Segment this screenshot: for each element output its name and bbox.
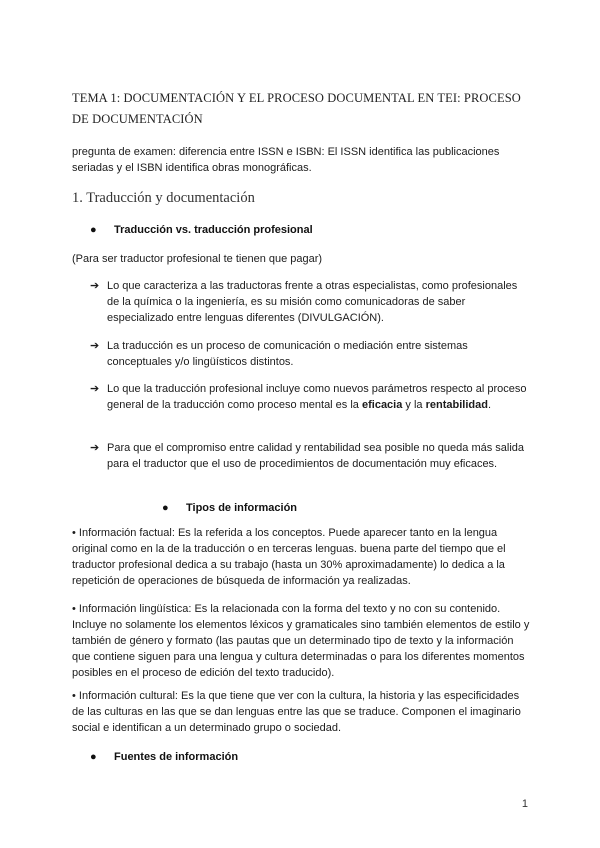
- paid-note-paragraph: (Para ser traductor profesional te tienen que pagar): [72, 253, 323, 265]
- arrow-item-text: La traducción es un proceso de comunicación o mediación entre sistemas conceptuales y/o lingüísticos distintos.: [107, 340, 468, 368]
- page-number: 1: [521, 798, 528, 810]
- arrow-item-text-part: .: [487, 399, 491, 411]
- bullet-heading-label: Fuentes de información: [114, 751, 239, 763]
- bullet-icon: ●: [90, 224, 97, 236]
- bullet-heading-label: Tipos de información: [186, 502, 298, 514]
- bullet-heading-tipos: [162, 500, 297, 516]
- arrow-right-icon: ➔: [90, 383, 100, 395]
- bullet-heading-traduccion: [90, 222, 313, 238]
- bullet-heading-fuentes: [90, 749, 238, 765]
- arrow-item-text: Para que el compromiso entre calidad y rentabilidad sea posible no queda más salida para el traductor que el uso de procedimientos de documentación muy eficaces.: [107, 442, 525, 470]
- arrow-right-icon: ➔: [90, 280, 100, 292]
- document-title: TEMA 1: DOCUMENTACIÓN Y EL PROCESO DOCUMENTAL EN TEI: PROCESO DE DOCUMENTACIÓN: [72, 91, 521, 126]
- arrow-list-item: [90, 278, 530, 326]
- info-cultural-paragraph: • Información cultural: Es la que tiene que ver con la cultura, la historia y las especificidades de las culturas en las que se dan lenguas entre las que se traduce. Componen el imaginario social e identifican a un determinado grupo o sociedad.: [72, 690, 521, 734]
- info-factual-paragraph: • Información factual: Es la referida a los conceptos. Puede aparecer tanto en la lengua original como en la de la traducción o en terceras lenguas. buena parte del tiempo que el traductor profesional dedica a su trabajo (hasta un 30% aproximadamente) lo dedica a la repetición de operaciones de búsqueda de información ya realizadas.: [72, 527, 506, 587]
- arrow-item-text-part: Lo que la traducción profesional incluye como nuevos parámetros respecto al proceso general de la traducción como proceso mental es la: [107, 383, 527, 411]
- arrow-list-item: [90, 338, 530, 370]
- bold-term-eficacia: eficacia: [361, 399, 403, 411]
- bullet-heading-label: Traducción vs. traducción profesional: [114, 224, 313, 236]
- arrow-right-icon: ➔: [90, 340, 100, 352]
- section-heading: 1. Traducción y documentación: [72, 190, 255, 206]
- arrow-list-item: [90, 440, 530, 472]
- arrow-item-text: Lo que caracteriza a las traductoras frente a otras especialistas, como profesionales de la química o la ingeniería, es su misión como comunicadoras de saber especializado entre lenguas diferentes (DIVULGACIÓN).: [107, 280, 518, 324]
- bold-term-rentabilidad: rentabilidad: [425, 399, 488, 411]
- arrow-item-text: [107, 381, 530, 413]
- arrow-item-text-part: y la: [402, 399, 426, 411]
- bullet-icon: ●: [162, 502, 169, 514]
- exam-note-paragraph: pregunta de examen: diferencia entre ISSN e ISBN: El ISSN identifica las publicaciones seriadas y el ISBN identifica obras monográficas.: [72, 146, 500, 174]
- arrow-right-icon: ➔: [90, 442, 100, 454]
- info-linguistica-paragraph: • Información lingüística: Es la relacionada con la forma del texto y no con su contenido. Incluye no solamente los elementos léxicos y gramaticales sino también elementos de estilo y también de género y formato (las pautas que un determinado tipo de texto y la información que contiene siguen para una lengua y cultura determinadas o para los diferentes momentos posibles en el proceso de edición del texto traducido).: [72, 603, 530, 679]
- arrow-list-item: [90, 381, 530, 413]
- bullet-icon: ●: [90, 751, 97, 763]
